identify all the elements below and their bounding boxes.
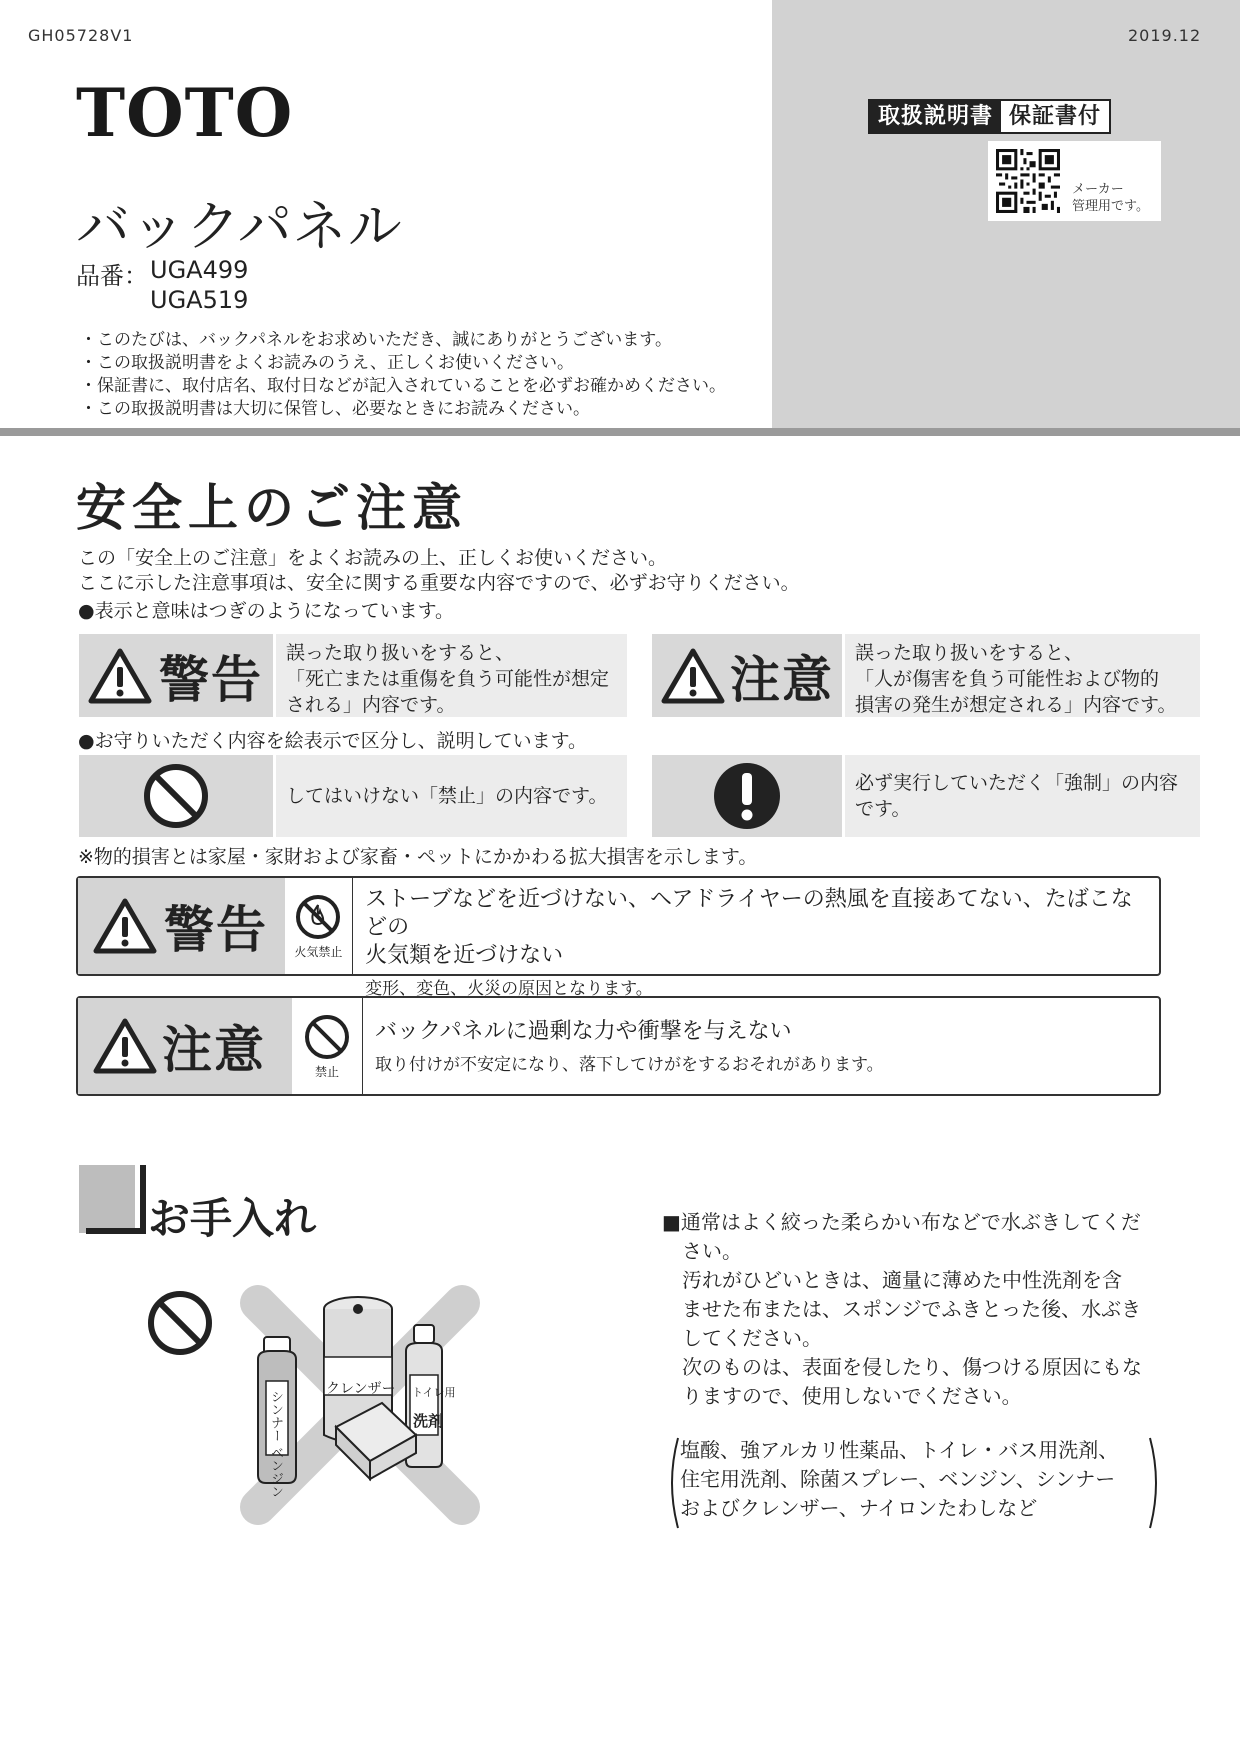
safety-title: 安全上のご注意 [76, 479, 468, 537]
bottle-label-toilet: 洗剤 [413, 1412, 444, 1430]
desc-line: 「人が傷害を負う可能性および物的 [855, 668, 1160, 690]
part-number-label: 品番： [76, 262, 148, 290]
qr-code-icon [996, 149, 1060, 213]
qr-note-line: メーカー [1072, 182, 1124, 197]
intro-line: ・このたびは、バックパネルをお求めいただき、誠にありがとうございます。 [80, 330, 672, 350]
right-paren-bracket [1148, 1436, 1164, 1530]
care-title-block [79, 1165, 135, 1233]
care-line: 次のものは、表面を侵したり、傷つける原因にもな [682, 1355, 1142, 1379]
warning-box [76, 876, 1161, 999]
desc-line: 「死亡または重傷を負う可能性が想定 [286, 668, 610, 690]
bottle-label-toilet-top: トイレ用 [412, 1386, 456, 1399]
prohibited-icon [145, 1288, 215, 1358]
mandatory-exclamation-icon [712, 761, 782, 831]
forbidden-line: 塩酸、強アルカリ性薬品、トイレ・バス用洗剤、 [680, 1438, 1119, 1462]
fire-prohibited-pictogram [285, 878, 353, 974]
caution-legend-label [652, 634, 842, 717]
prohibit-legend-label [79, 755, 273, 837]
bottle-label-thinner: シンナー ベンジン [268, 1390, 283, 1499]
care-line: してください。 [682, 1326, 822, 1350]
left-paren-bracket [664, 1436, 680, 1530]
care-title: お手入れ [148, 1194, 317, 1243]
manual-tag [868, 99, 1111, 134]
caution-box [76, 996, 1161, 1096]
header-divider [0, 428, 1240, 436]
mandatory-legend-label [652, 755, 842, 837]
prohibited-pictogram [292, 998, 363, 1094]
forbidden-line: およびクレンザー、ナイロンたわしなど [680, 1496, 1038, 1520]
safety-intro-line: ●表示と意味はつぎのようになっています。 [78, 600, 455, 622]
caution-triangle-icon [92, 1017, 158, 1075]
caution-legend-desc [845, 634, 1200, 717]
brand-logo: TOTO [76, 74, 294, 152]
warning-main-line: 火気類を近づけない [365, 943, 564, 968]
desc-line: 損害の発生が想定される」内容です。 [855, 694, 1177, 716]
warning-legend-text: 警告 [159, 650, 263, 709]
document-id: GH05728V1 [28, 26, 134, 45]
intro-line: ・保証書に、取付店名、取付日などが記入されていることを必ずお確かめください。 [80, 376, 726, 396]
caution-legend-text: 注意 [730, 650, 834, 709]
intro-line: ・この取扱説明書をよくお読みのうえ、正しくお使いください。 [80, 353, 575, 373]
caution-main-line: バックパネルに過剰な力や衝撃を与えない [375, 1019, 792, 1044]
forbidden-items-list [680, 1436, 1140, 1523]
warning-legend-label [79, 634, 273, 717]
desc-line: 誤った取り扱いをすると、 [855, 642, 1084, 664]
safety-intro-line: この「安全上のご注意」をよくお読みの上、正しくお使いください。 [78, 547, 668, 569]
warning-legend-desc [276, 634, 627, 717]
warning-box-content [353, 878, 1159, 999]
prohibited-icon [303, 1013, 351, 1061]
care-line: りますので、使用しないでください。 [682, 1384, 1022, 1408]
property-damage-note: ※物的損害とは家屋・家財および家畜・ペットにかかわる拡大損害を示します。 [78, 846, 758, 868]
warning-triangle-icon [92, 897, 158, 955]
pictogram-intro: ●お守りいただく内容を絵表示で区分し、説明しています。 [78, 730, 588, 752]
warning-sub-line: 変形、変色、火災の原因となります。 [365, 979, 653, 999]
care-title-bar [140, 1165, 146, 1234]
part-number-1: UGA499 [150, 256, 249, 284]
publish-date: 2019.12 [1128, 26, 1202, 45]
product-name: バックパネル [76, 195, 403, 258]
warning-box-label [78, 878, 285, 974]
manual-tag-sub: 保証書付 [1001, 101, 1109, 132]
prohibit-legend-desc: してはいけない「禁止」の内容です。 [276, 755, 627, 837]
desc-line: 誤った取り扱いをすると、 [286, 642, 515, 664]
care-line: 汚れがひどいときは、適量に薄めた中性洗剤を含 [682, 1268, 1122, 1292]
safety-intro-line: ここに示した注意事項は、安全に関する重要な内容ですので、必ずお守りください。 [78, 572, 800, 594]
qr-panel [988, 141, 1161, 221]
caution-sub-line: 取り付けが不安定になり、落下してけがをするおそれがあります。 [375, 1055, 884, 1075]
mandatory-legend-desc: 必ず実行していただく「強制」の内容です。 [845, 755, 1200, 837]
icon-caption: 禁止 [314, 1064, 339, 1079]
caution-box-content [363, 998, 896, 1094]
icon-caption: 火気禁止 [294, 944, 343, 959]
warning-main-line: ストーブなどを近づけない、ヘアドライヤーの熱風を直接あてない、たばこなどの [365, 887, 1133, 940]
care-line: ■通常はよく絞った柔らかい布などで水ぶきしてくだ [662, 1210, 1141, 1234]
warning-triangle-icon [87, 647, 153, 705]
care-line: ませた布または、スポンジでふきとった後、水ぶき [682, 1297, 1142, 1321]
caution-box-text: 注意 [162, 1021, 266, 1079]
manual-tag-main: 取扱説明書 [870, 101, 1001, 132]
prohibited-icon [141, 761, 211, 831]
part-number-2: UGA519 [150, 286, 249, 314]
care-line: さい。 [682, 1239, 742, 1263]
qr-note-line: 管理用です。 [1072, 199, 1149, 214]
care-title-underline [86, 1228, 146, 1234]
intro-line: ・この取扱説明書は大切に保管し、必要なときにお読みください。 [80, 399, 590, 419]
can-label-cleanser: クレンザー [326, 1381, 396, 1397]
no-fire-icon [294, 893, 342, 941]
caution-box-label [78, 998, 292, 1094]
forbidden-line: 住宅用洗剤、除菌スプレー、ベンジン、シンナー [680, 1467, 1116, 1491]
caution-triangle-icon [660, 647, 726, 705]
warning-box-text: 警告 [164, 901, 268, 959]
desc-line: される」内容です。 [286, 694, 456, 716]
